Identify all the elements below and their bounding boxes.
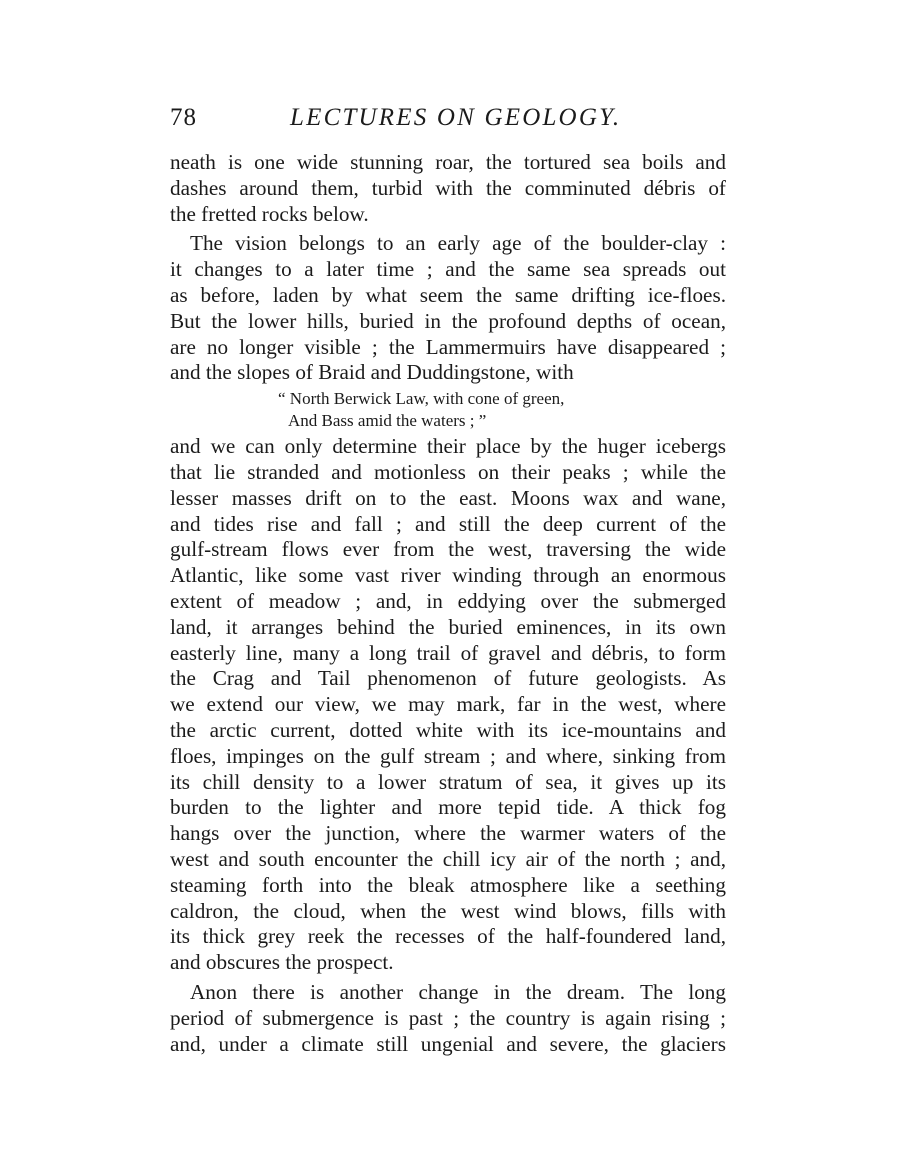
text-line: steaming forth into the bleak atmosphere like a seething <box>170 872 726 897</box>
text-line: and tides rise and fall ; and still the deep current of the <box>170 511 726 536</box>
paragraph-3 <box>170 434 726 976</box>
text-line: caldron, the cloud, when the west wind blows, fills with <box>170 898 726 923</box>
text-line: neath is one wide stunning roar, the tortured sea boils and <box>170 150 726 174</box>
text-line: the Crag and Tail phenomenon of future geologists. As <box>170 666 726 691</box>
text-line: period of submergence is past ; the country is again rising ; <box>170 1005 726 1030</box>
text-line: dashes around them, turbid with the comminuted débris of <box>170 175 726 200</box>
text-line: floes, impinges on the gulf stream ; and where, sinking from <box>170 743 726 768</box>
verse-quotation <box>278 388 726 432</box>
text-line: easterly line, many a long trail of gravel and débris, to form <box>170 640 726 665</box>
text-line: the arctic current, dotted white with its ice-mountains and <box>170 717 726 742</box>
text-line: its thick grey reek the recesses of the half-foundered land, <box>170 924 726 949</box>
text-line: But the lower hills, buried in the profound depths of ocean, <box>170 308 726 333</box>
text-line: burden to the lighter and more tepid tide. A thick fog <box>170 795 726 820</box>
text-line: hangs over the junction, where the warmer waters of the <box>170 821 726 846</box>
text-line: and the slopes of Braid and Duddingstone, with <box>170 360 574 385</box>
text-line: it changes to a later time ; and the same sea spreads out <box>170 257 726 282</box>
text-line: and obscures the prospect. <box>170 950 394 975</box>
text-line: that lie stranded and motionless on their peaks ; while the <box>170 459 726 484</box>
text-line: lesser masses drift on to the east. Moons wax and wane, <box>170 485 726 510</box>
text-line: Atlantic, like some vast river winding through an enormous <box>170 563 726 588</box>
paragraph-2 <box>170 231 726 386</box>
text-line: land, it arranges behind the buried eminences, in its own <box>170 614 726 639</box>
page-number: 78 <box>170 104 197 131</box>
text-line: are no longer visible ; the Lammermuirs have disappeared ; <box>170 334 726 359</box>
text-line: west and south encounter the chill icy air of the north ; and, <box>170 846 726 871</box>
text-line: Anon there is another change in the dream. The long <box>190 979 726 1004</box>
text-line: we extend our view, we may mark, far in the west, where <box>170 692 726 717</box>
quote-line: And Bass amid the waters ; ” <box>288 411 487 431</box>
page-header <box>170 100 726 140</box>
text-line: as before, laden by what seem the same drifting ice-floes. <box>170 282 726 307</box>
text-line: its chill density to a lower stratum of sea, it gives up its <box>170 769 726 794</box>
text-line: The vision belongs to an early age of the boulder-clay : <box>190 231 726 256</box>
book-page <box>170 100 726 1057</box>
text-line: and, under a climate still ungenial and severe, the glaciers <box>170 1031 726 1056</box>
running-title: LECTURES ON GEOLOGY. <box>290 104 622 131</box>
text-line: extent of meadow ; and, in eddying over the submerged <box>170 588 726 613</box>
text-line: gulf-stream flows ever from the west, traversing the wide <box>170 537 726 562</box>
quote-line: “ North Berwick Law, with cone of green, <box>278 389 565 409</box>
text-line: and we can only determine their place by the huger icebergs <box>170 434 726 459</box>
text-line: the fretted rocks below. <box>170 201 369 226</box>
paragraph-1 <box>170 150 726 227</box>
paragraph-4 <box>170 980 726 1057</box>
